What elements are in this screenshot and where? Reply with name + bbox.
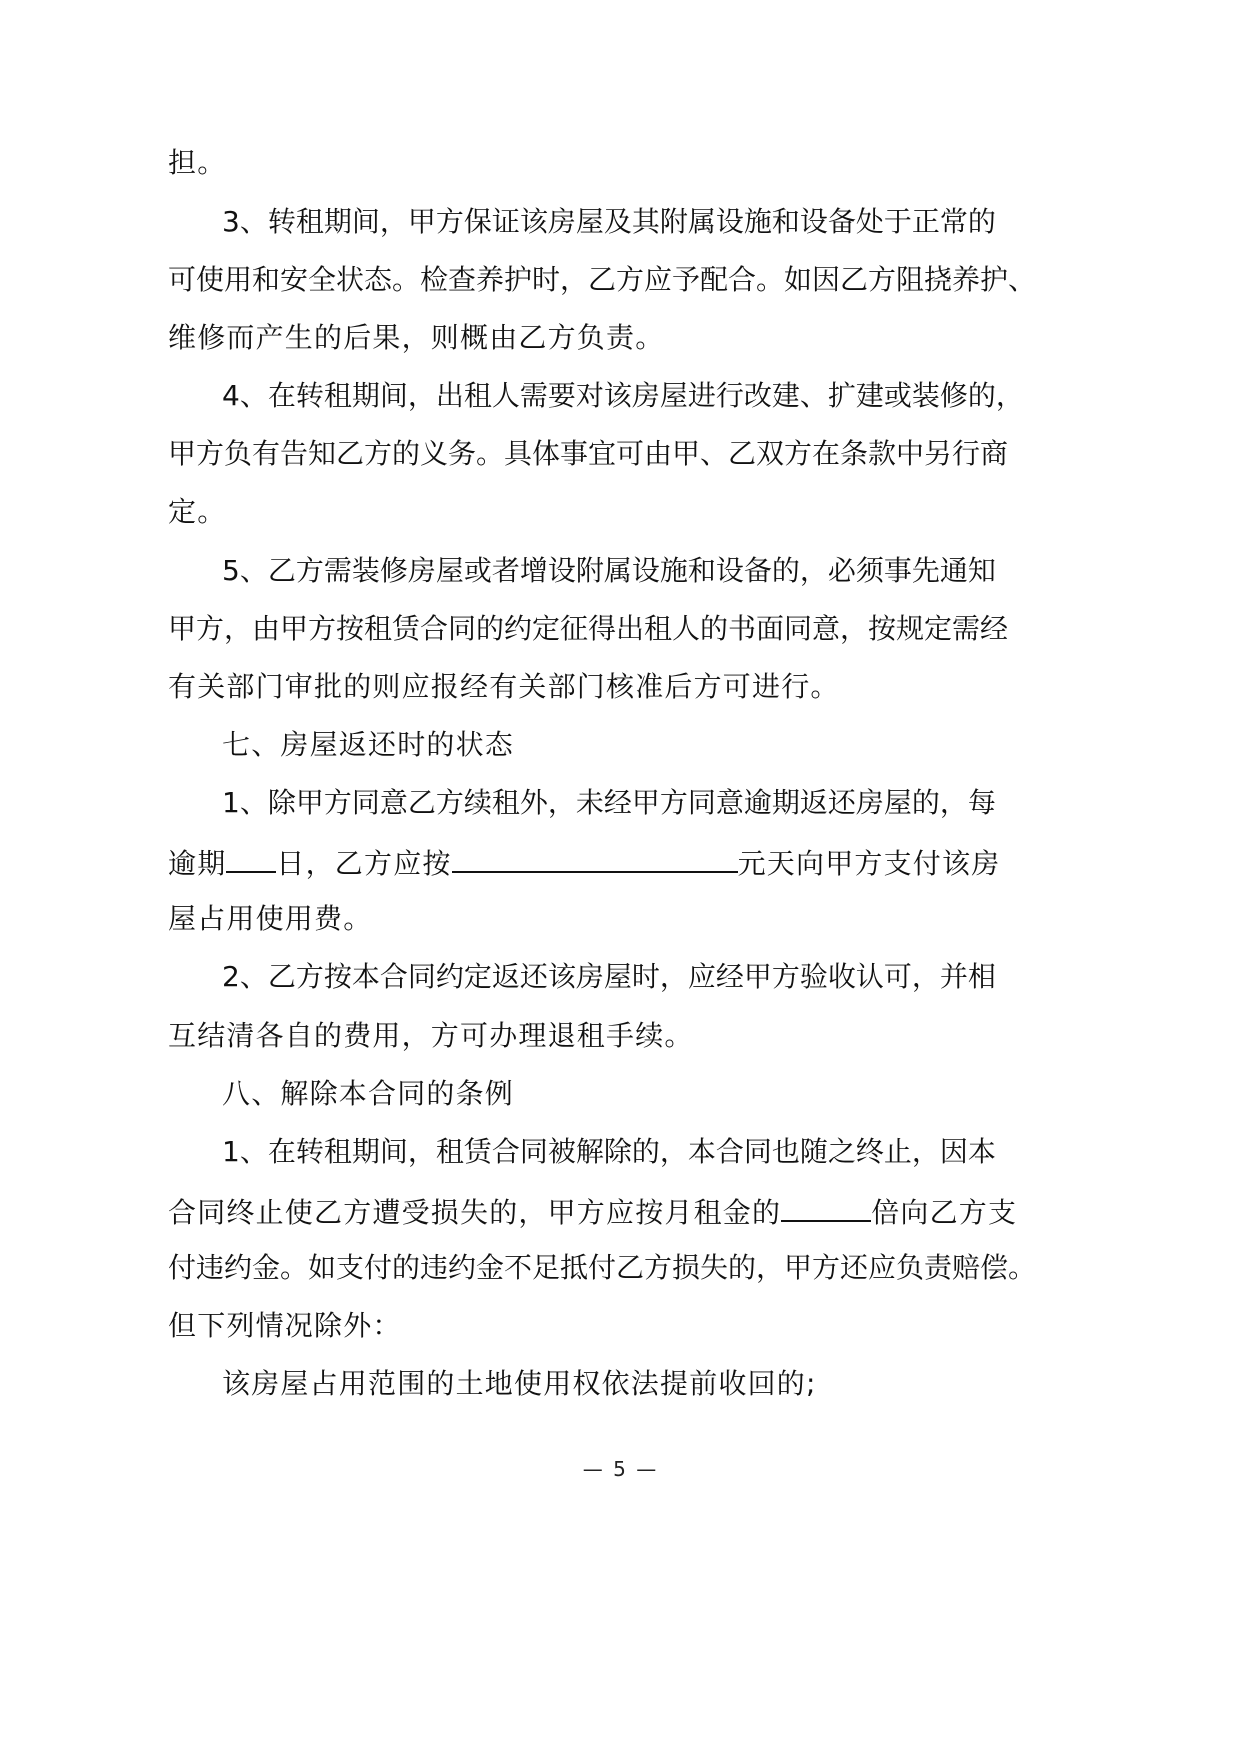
text-line: 1、除甲方同意乙方续租外，未经甲方同意逾期返还房屋的，每 [222, 786, 996, 819]
text-line: 付违约金。如支付的违约金不足抵付乙方损失的，甲方还应负责赔偿。 [168, 1251, 1037, 1284]
text-line: 维修而产生的后果，则概由乙方负责。 [168, 321, 665, 354]
text-segment: 合同终止使乙方遭受损失的，甲方应按月租金的 [168, 1196, 782, 1229]
text-line: 互结清各自的费用，方可办理退租手续。 [168, 1019, 694, 1052]
text-line: 2、乙方按本合同约定返还该房屋时，应经甲方验收认可，并相 [222, 960, 996, 993]
fill-in-blank [781, 1190, 871, 1222]
text-line: 该房屋占用范围的土地使用权依法提前收回的; [222, 1367, 817, 1400]
text-line-with-blanks [168, 1190, 1018, 1233]
text-line: 4、在转租期间，出租人需要对该房屋进行改建、扩建或装修的， [222, 379, 1024, 412]
fill-in-blank [226, 841, 276, 873]
text-segment: 日，乙方应按 [276, 847, 452, 880]
text-line: 甲方负有告知乙方的义务。具体事宜可由甲、乙双方在条款中另行商 [168, 437, 1009, 470]
text-line: 定。 [168, 495, 227, 528]
text-line: 有关部门审批的则应报经有关部门核准后方可进行。 [168, 670, 840, 703]
text-line: 3、转租期间，甲方保证该房屋及其附属设施和设备处于正常的 [222, 205, 996, 238]
section-heading: 七、房屋返还时的状态 [222, 728, 515, 761]
text-line: 1、在转租期间，租赁合同被解除的，本合同也随之终止，因本 [222, 1135, 996, 1168]
text-segment: 逾期 [168, 847, 227, 880]
text-line: 担。 [168, 146, 227, 179]
page-number: — 5 — [582, 1457, 659, 1481]
fill-in-blank [452, 841, 738, 873]
text-segment: 元天向甲方支付该房 [737, 847, 1001, 880]
text-line: 屋占用使用费。 [168, 902, 373, 935]
text-line-with-blanks [168, 841, 1001, 884]
text-line: 可使用和安全状态。检查养护时，乙方应予配合。如因乙方阻挠养护、 [168, 263, 1037, 296]
text-line: 但下列情况除外： [168, 1309, 402, 1342]
text-line: 5、乙方需装修房屋或者增设附属设施和设备的，必须事先通知 [222, 554, 996, 587]
text-line: 甲方，由甲方按租赁合同的约定征得出租人的书面同意，按规定需经 [168, 612, 1009, 645]
text-segment: 倍向乙方支 [871, 1196, 1018, 1229]
section-heading: 八、解除本合同的条例 [222, 1077, 515, 1110]
